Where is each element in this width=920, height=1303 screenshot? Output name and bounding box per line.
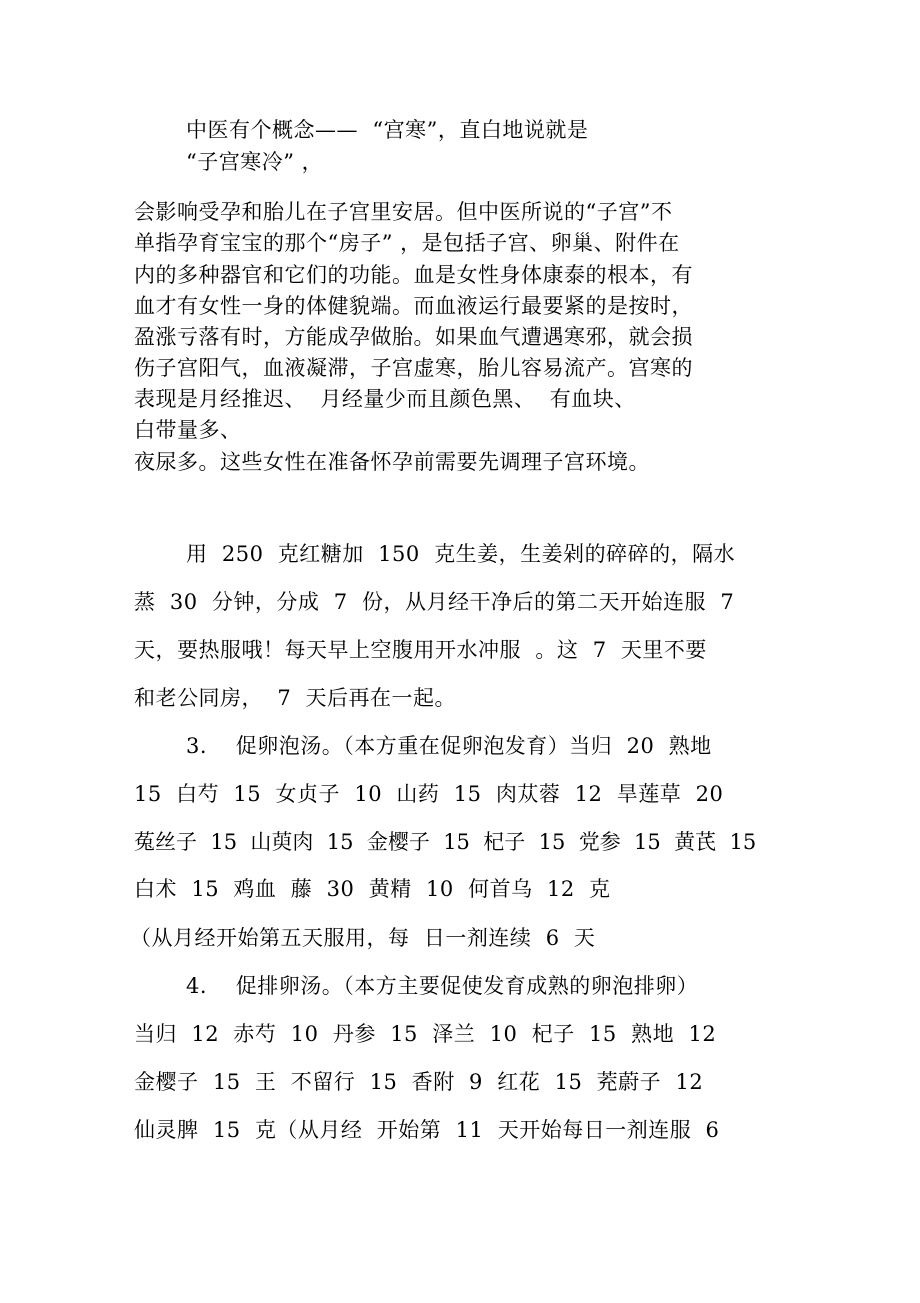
item4-line-4: 仙灵脾 15 克（从月经 开始第 11 天开始每日一剂连服 6: [134, 1118, 720, 1142]
para1-line-5: 盈涨亏落有时，方能成孕做胎。如果血气遭遇寒邪，就会损: [134, 325, 693, 349]
intro-line-1: 中医有个概念—— “宫寒”，直白地说就是: [186, 118, 589, 142]
para1-line-9: 夜尿多。这些女性在准备怀孕前需要先调理子宫环境。: [134, 450, 650, 474]
para1-line-1: 会影响受孕和胎儿在子宫里安居。但中医所说的“子宫”不: [134, 200, 673, 224]
para2-line-2: 蒸 30 分钟，分成 7 份，从月经干净后的第二天开始连服 7: [134, 590, 735, 614]
para1-line-8: 白带量多、: [134, 418, 242, 442]
para2-line-4: 和老公同房， 7 天后再在一起。: [134, 686, 457, 710]
item3-line-3: 菟丝子 15 山萸肉 15 金樱子 15 杞子 15 党参 15 黄芪 15: [134, 830, 757, 854]
item3-line-1: 3. 促卵泡汤。（本方重在促卵泡发育）当归 20 熟地: [186, 734, 712, 758]
para1-line-4: 血才有女性一身的体健貌端。而血液运行最要紧的是按时，: [134, 294, 693, 318]
item3-line-5: （从月经开始第五天服用，每 日一剂连续 6 天: [130, 926, 596, 950]
para2-line-1: 用 250 克红糖加 150 克生姜，生姜剁的碎碎的，隔水: [186, 542, 736, 566]
intro-line-2: “子宫寒冷” ，: [186, 150, 324, 174]
item4-line-2: 当归 12 赤芍 10 丹参 15 泽兰 10 杞子 15 熟地 12: [134, 1022, 717, 1046]
item4-line-3: 金樱子 15 王 不留行 15 香附 9 红花 15 茺蔚子 12: [134, 1070, 704, 1094]
item4-line-1: 4. 促排卵汤。（本方主要促使发育成熟的卵泡排卵）: [186, 974, 699, 998]
para1-line-3: 内的多种器官和它们的功能。血是女性身体康泰的根本，有: [134, 263, 693, 287]
para1-line-7: 表现是月经推迟、 月经量少而且颜色黑、 有血块、: [134, 387, 636, 411]
item3-line-2: 15 白芍 15 女贞子 10 山药 15 肉苁蓉 12 旱莲草 20: [134, 782, 724, 806]
para1-line-2: 单指孕育宝宝的那个“房子” ，是包括子宫、卵巢、附件在: [134, 231, 680, 255]
para2-line-3: 天，要热服哦！每天早上空腹用开水冲服 。这 7 天里不要: [134, 638, 707, 662]
item3-line-4: 白术 15 鸡血 藤 30 黄精 10 何首乌 12 克: [134, 877, 611, 901]
para1-line-6: 伤子宫阳气，血液凝滞，子宫虚寒，胎儿容易流产。宫寒的: [134, 356, 693, 380]
